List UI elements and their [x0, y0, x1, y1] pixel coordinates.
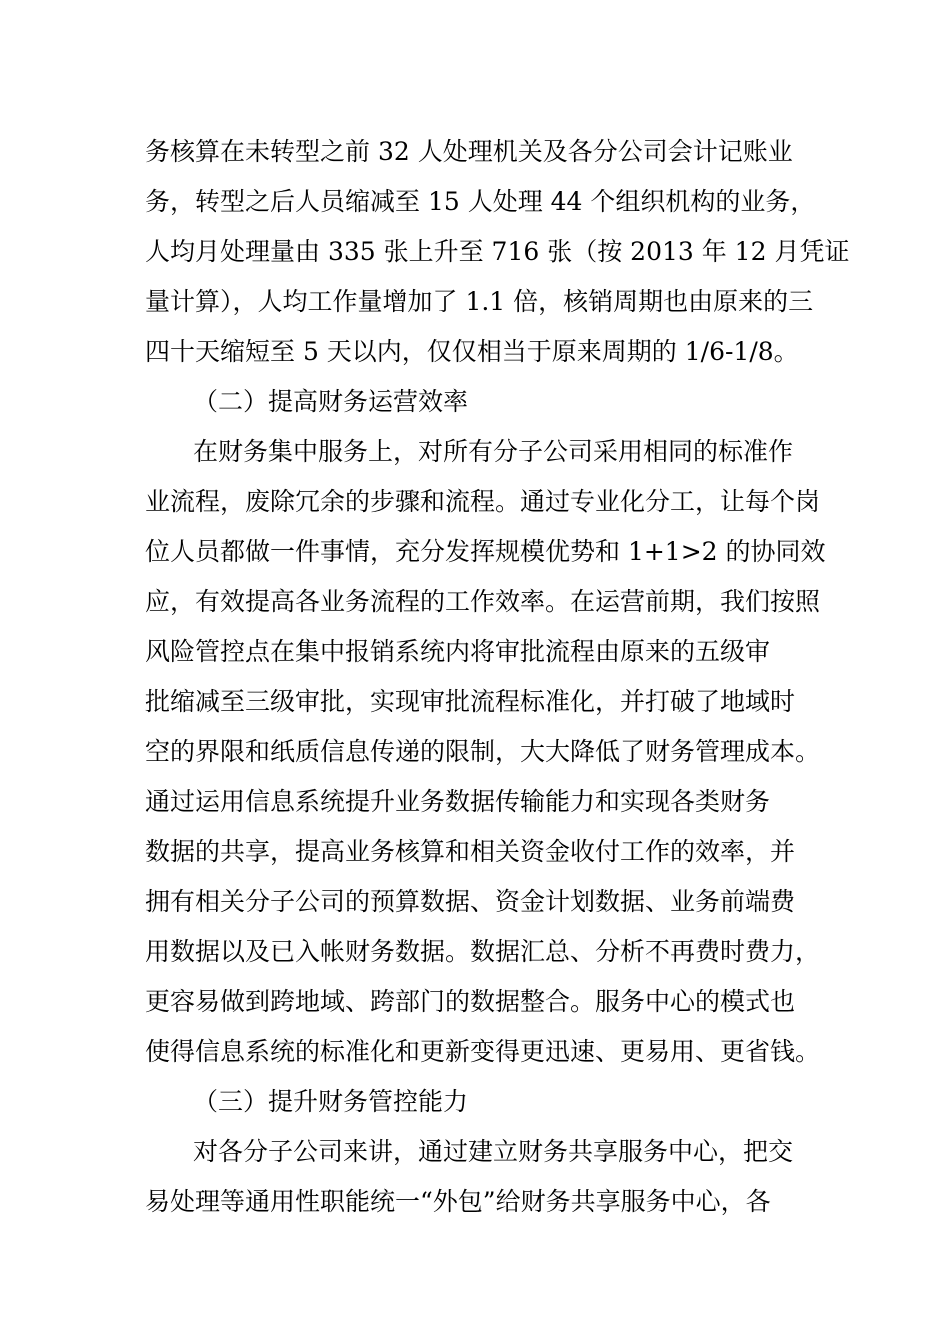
paragraph-first-line: 在财务集中服务上，对所有分子公司采用相同的标准作	[193, 437, 794, 466]
section-heading: （二）提高财务运营效率	[193, 387, 469, 416]
body-text-line: 用数据以及已入帐财务数据。数据汇总、分析不再费时费力，	[145, 937, 821, 966]
body-text-line: 通过运用信息系统提升业务数据传输能力和实现各类财务	[145, 787, 771, 816]
body-text-line: 批缩减至三级审批，实现审批流程标准化，并打破了地域时	[145, 687, 796, 716]
body-text-line: 更容易做到跨地域、跨部门的数据整合。服务中心的模式也	[145, 987, 796, 1016]
body-text-line: 拥有相关分子公司的预算数据、资金计划数据、业务前端费	[145, 887, 796, 916]
body-text-line: 易处理等通用性职能统一“外包”给财务共享服务中心，各	[145, 1187, 771, 1216]
body-text-line: 空的界限和纸质信息传递的限制，大大降低了财务管理成本。	[145, 737, 821, 766]
body-text-line: 数据的共享，提高业务核算和相关资金收付工作的效率，并	[145, 837, 796, 866]
body-text-line: 务，转型之后人员缩减至 15 人处理 44 个组织机构的业务，	[145, 187, 816, 216]
body-text-line: 应，有效提高各业务流程的工作效率。在运营前期，我们按照	[145, 587, 821, 616]
paragraph-first-line: 对各分子公司来讲，通过建立财务共享服务中心，把交	[193, 1137, 794, 1166]
body-text-line: 位人员都做一件事情，充分发挥规模优势和 1+1>2 的协同效	[145, 537, 826, 566]
body-text-line: 业流程，废除冗余的步骤和流程。通过专业化分工，让每个岗	[145, 487, 821, 516]
body-text-line: 风险管控点在集中报销系统内将审批流程由原来的五级审	[145, 637, 771, 666]
body-text-line: 务核算在未转型之前 32 人处理机关及各分公司会计记账业	[145, 137, 793, 166]
body-text-line: 量计算），人均工作量增加了 1.1 倍，核销周期也由原来的三	[145, 287, 814, 316]
section-heading: （三）提升财务管控能力	[193, 1087, 469, 1116]
body-text-line: 四十天缩短至 5 天以内，仅仅相当于原来周期的 1/6-1/8。	[145, 337, 799, 366]
body-text-line: 使得信息系统的标准化和更新变得更迅速、更易用、更省钱。	[145, 1037, 821, 1066]
body-text-line: 人均月处理量由 335 张上升至 716 张（按 2013 年 12 月凭证	[145, 237, 850, 266]
